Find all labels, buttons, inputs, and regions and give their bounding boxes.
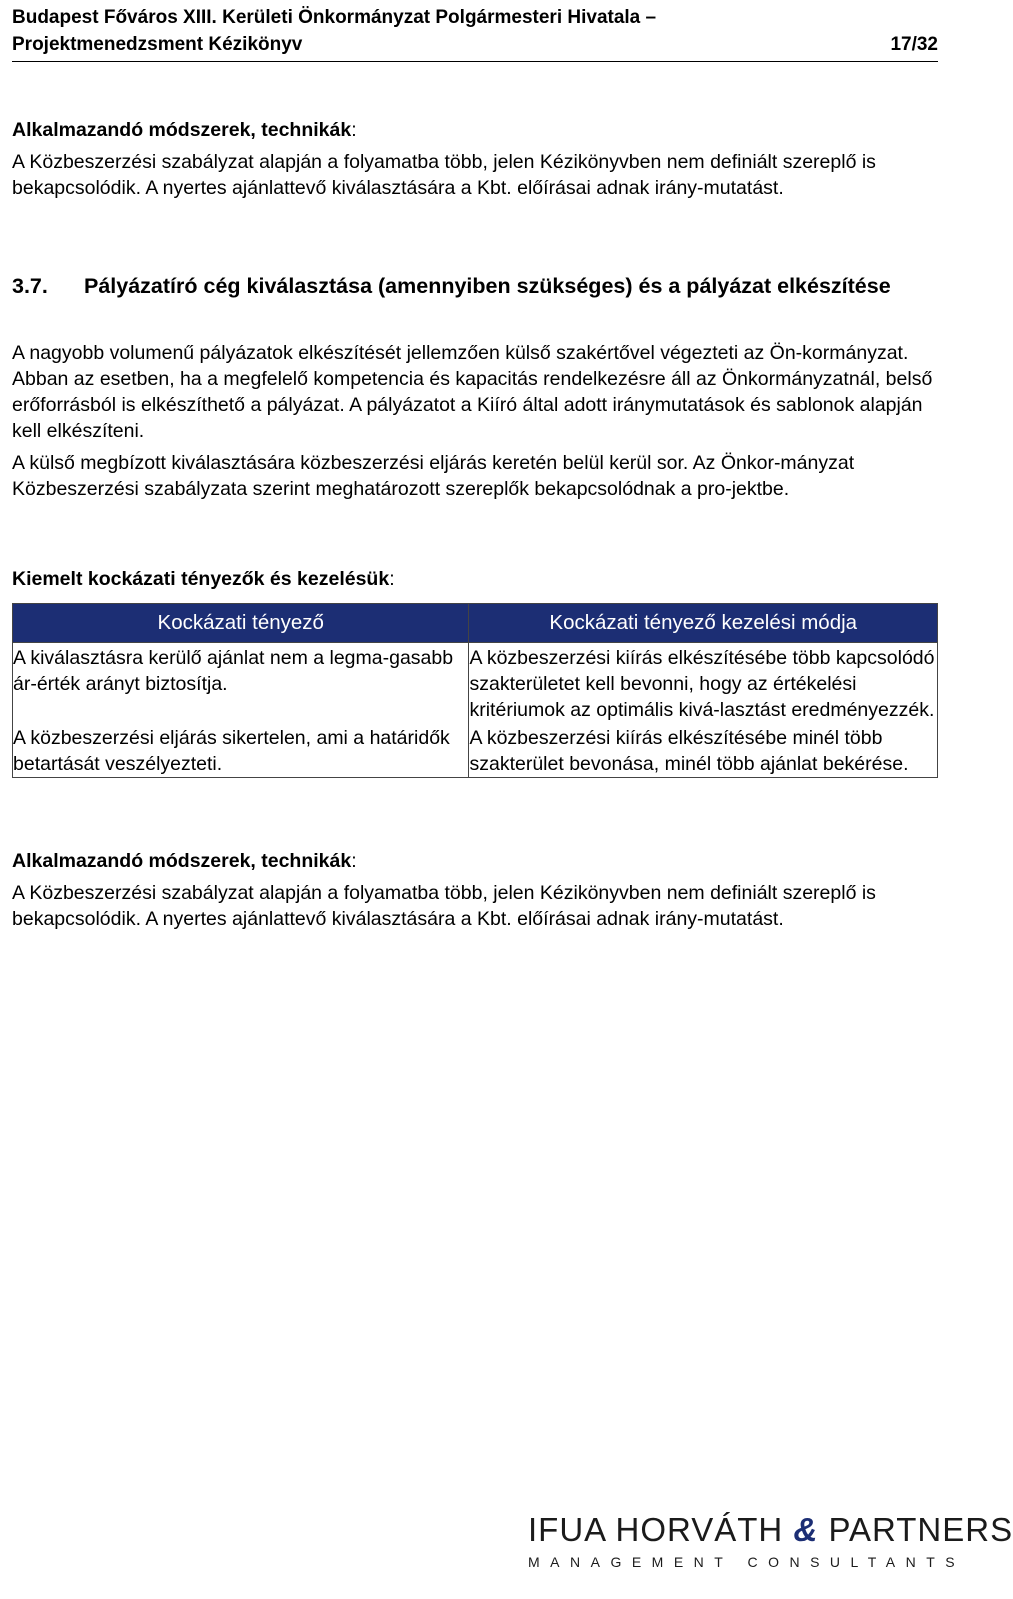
methods-section-2 bbox=[12, 848, 938, 932]
risk-label-text: Kiemelt kockázati tényezők és kezelésük bbox=[12, 568, 390, 590]
methods-label-1 bbox=[12, 117, 938, 143]
methods-text-1: A Közbeszerzési szabályzat alapján a folyamatba több, jelen Kézikönyvben nem definiált szereplő is bekapcsolódik. A nyertes ajánlattevő kiválasztására a Kbt. előírásai adnak irány-mutatást. bbox=[12, 151, 876, 199]
risk-table-header-handling: Kockázati tényező kezelési módja bbox=[469, 604, 938, 643]
risk-table-header-factor: Kockázati tényező bbox=[13, 604, 469, 643]
table-row bbox=[13, 723, 938, 778]
logo-text-1: IFUA HORVÁTH bbox=[528, 1511, 794, 1548]
body-paragraph-2: A külső megbízott kiválasztására közbeszerzési eljárás keretén belül kerül sor. Az Önkor-mányzat Közbeszerzési szabályzata szerint meghatározott szereplők bekapcsolódnak a pro-jektbe. bbox=[12, 452, 855, 500]
section-title: Pályázatíró cég kiválasztása (amennyiben szükséges) és a pályázat elkészítése bbox=[84, 274, 891, 298]
body-paragraph-1: A nagyobb volumenű pályázatok elkészítését jellemzően külső szakértővel végezteti az Ön-kormányzat. Abban az esetben, ha a megfelelő kompetencia és kapacitás rendelkezésre áll az Önkormányzatnál, belső erőforrásból is elkészíthető a pályázat. A pályázatot a Kiíró által adott iránymutatások és sablonok alapján kell elkészíteni. bbox=[12, 342, 933, 442]
methods-label-1-colon: : bbox=[351, 119, 357, 141]
header-divider bbox=[12, 61, 938, 62]
section-heading bbox=[12, 272, 938, 300]
section-number: 3.7. bbox=[12, 274, 48, 298]
table-cell: A közbeszerzési kiírás elkészítésébe több kapcsolódó szakterületet kell bevonni, hogy az értékelési kritériumok az optimális kivá-lasztást eredményezzék. bbox=[469, 643, 938, 724]
risk-table bbox=[12, 603, 938, 778]
methods-label-2 bbox=[12, 848, 938, 874]
methods-label-2-text: Alkalmazandó módszerek, technikák bbox=[12, 850, 352, 872]
methods-text-2: A Közbeszerzési szabályzat alapján a folyamatba több, jelen Kézikönyvben nem definiált szereplő is bekapcsolódik. A nyertes ajánlattevő kiválasztására a Kbt. előírásai adnak irány-mutatást. bbox=[12, 882, 876, 930]
logo-tagline: MANAGEMENT CONSULTANTS bbox=[528, 1554, 966, 1570]
risk-label-colon: : bbox=[389, 568, 395, 590]
table-cell: A kiválasztásra kerülő ajánlat nem a legma-gasabb ár-érték arányt biztosítja. bbox=[13, 643, 469, 724]
logo-text-2: PARTNERS bbox=[818, 1511, 1013, 1548]
risk-label bbox=[12, 566, 938, 592]
methods-section-1 bbox=[12, 117, 938, 201]
page-number: 17/32 bbox=[890, 34, 938, 55]
table-cell: A közbeszerzési kiírás elkészítésébe minél több szakterület bevonása, minél több ajánlat bekérése. bbox=[469, 723, 938, 778]
page-header bbox=[12, 4, 938, 58]
logo-ampersand: & bbox=[793, 1511, 819, 1548]
methods-label-2-colon: : bbox=[351, 850, 357, 872]
methods-label-1-text: Alkalmazandó módszerek, technikák bbox=[12, 119, 352, 141]
header-document-title: Projektmenedzsment Kézikönyv bbox=[12, 34, 303, 55]
table-row bbox=[13, 643, 938, 724]
company-logo bbox=[528, 1511, 1013, 1570]
header-organization: Budapest Főváros XIII. Kerületi Önkormányzat Polgármesteri Hivatala – bbox=[12, 7, 657, 28]
section-body bbox=[12, 340, 938, 502]
table-cell: A közbeszerzési eljárás sikertelen, ami a határidők betartását veszélyezteti. bbox=[13, 723, 469, 778]
